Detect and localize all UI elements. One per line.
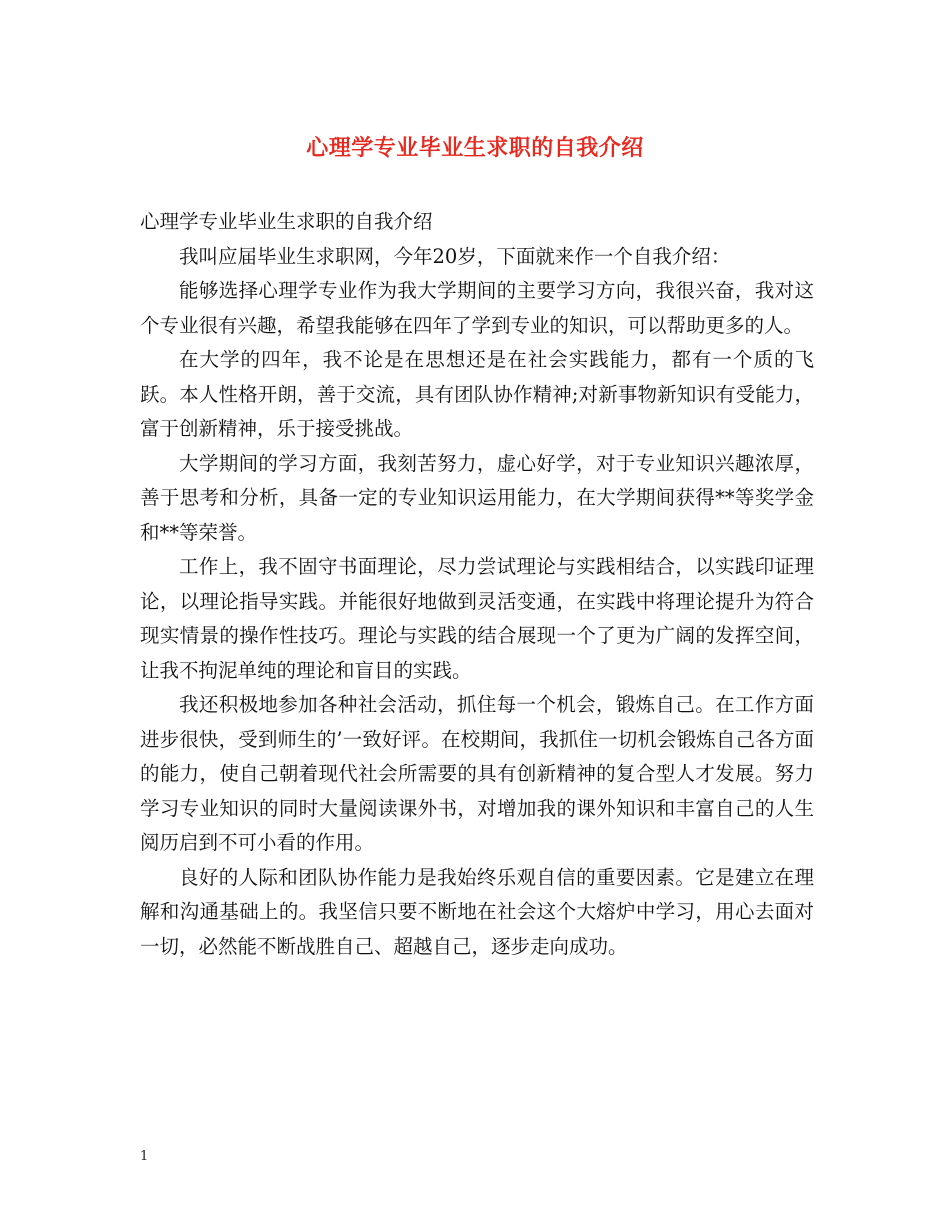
document-subtitle: 心理学专业毕业生求职的自我介绍 [140, 210, 433, 233]
paragraph-study: 大学期间的学习方面，我刻苦努力，虚心好学，对于专业知识兴趣浓厚，善于思考和分析，具备一定的专业知识运用能力，在大学期间获得**等奖学金和**等荣誉。 [140, 451, 814, 544]
paragraph-conclusion: 良好的人际和团队协作能力是我始终乐观自信的重要因素。它是建立在理解和沟通基础上的。我坚信只要不断地在社会这个大熔炉中学习，用心去面对一切，必然能不断战胜自己、超越自己，逐步走向成功。 [140, 865, 814, 958]
paragraph-university-growth: 在大学的四年，我不论是在思想还是在社会实践能力，都有一个质的飞跃。本人性格开朗，善于交流，具有团队协作精神;对新事物新知识有受能力，富于创新精神，乐于接受挑战。 [140, 348, 814, 440]
paragraph-activities: 我还积极地参加各种社会活动，抓住每一个机会，锻炼自己。在工作方面进步很快，受到师生的’一致好评。在校期间，我抓住一切机会锻炼自己各方面的能力，使自己朝着现代社会所需要的具有创新精神的复合型人才发展。努力学习专业知识的同时大量阅读课外书，对增加我的课外知识和丰富自己的人生阅历启到不可小看的作用。 [140, 693, 814, 854]
paragraph-major-choice: 能够选择心理学专业作为我大学期间的主要学习方向，我很兴奋，我对这个专业很有兴趣，希望我能够在四年了学到专业的知识，可以帮助更多的人。 [140, 279, 814, 337]
document-body [140, 205, 814, 964]
document-title: 心理学专业毕业生求职的自我介绍 [306, 135, 644, 161]
paragraph-work: 工作上，我不固守书面理论，尽力尝试理论与实践相结合，以实践印证理论，以理论指导实践。并能很好地做到灵活变通，在实践中将理论提升为符合现实情景的操作性技巧。理论与实践的结合展现一个了更为广阔的发挥空间，让我不拘泥单纯的理论和盲目的实践。 [140, 555, 814, 682]
page-number: 1 [140, 1149, 149, 1164]
paragraph-intro: 我叫应届毕业生求职网，今年20岁，下面就来作一个自我介绍： [179, 244, 731, 268]
